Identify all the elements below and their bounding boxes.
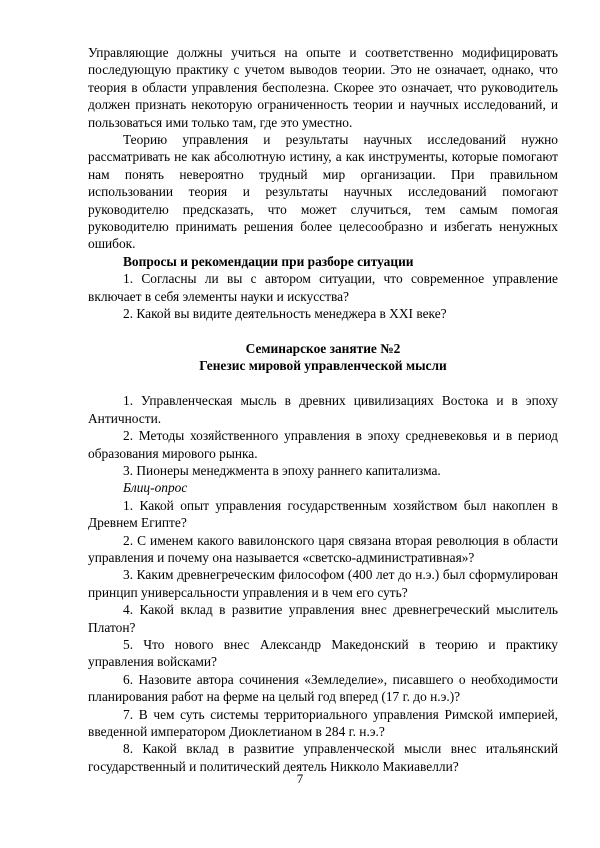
page-number: 7 — [296, 771, 304, 786]
intro-paragraph-1: Управляющие должны учиться на опыте и соответственно модифицировать последующую практику с учетом выводов теории. Это не означает, однако, что теория в области управления бесполезна. Скорее это означает, что руководитель должен признать некоторую ограниченность теории и научных исследований, и пользоваться ими только там, где это уместно. — [88, 45, 558, 130]
spacer — [88, 323, 558, 340]
question-item: 2. Какой вы видите деятельность менеджера в XXI веке? — [123, 306, 447, 322]
seminar-subtitle: Генезис мировой управленческой мысли — [199, 357, 447, 373]
question-item: 1. Согласны ли вы с автором ситуации, что современное управление включает в себя элементы науки и искусства? — [88, 271, 558, 304]
seminar-topic: 3. Пионеры менеджмента в эпоху раннего капитализма. — [123, 462, 441, 478]
blitz-question: 6. Назовите автора сочинения «Земледелие», писавшего о необходимости планирования работ на ферме на целый год вперед (17 г. до н.э.)? — [88, 671, 558, 705]
seminar-title: Семинарское занятие №2 — [245, 340, 401, 356]
blitz-question: 4. Какой вклад в развитие управления внес древнегреческий мыслитель Платон? — [88, 602, 558, 635]
blitz-question: 2. С именем какого вавилонского царя связана вторая революция в области управления и почему она называется «светско-административная»? — [88, 532, 558, 565]
blitz-question: 3. Каким древнегреческим философом (400 лет до н.э.) был сформулирован принцип универсальности управления и в чем его суть? — [88, 567, 558, 600]
questions-heading: Вопросы и рекомендации при разборе ситуации — [123, 253, 414, 269]
blitz-label: Блиц-опрос — [123, 480, 188, 496]
blitz-question: 7. В чем суть системы территориального управления Римской империей, введенной императором Диоклетианом в 284 г. н.э.? — [88, 706, 558, 740]
blitz-question: 5. Что нового внес Александр Македонский в теорию и практику управления войсками? — [88, 637, 558, 670]
intro-paragraph-2: Теорию управления и результаты научных исследований нужно рассматривать не как абсолютную истину, а как инструменты, которые помогают нам понять невероятно трудный мир организации. При правильном использовании теория и результаты научных исследований помогают руководителю предсказать, что может случиться, тем самым помогая руководителю принимать решения более целесообразно и избегать ненужных ошибок. — [88, 132, 558, 252]
seminar-topic: 1. Управленческая мысль в древних цивилизациях Востока и в эпоху Античности. — [88, 393, 558, 426]
blitz-question: 1. Какой опыт управления государственным хозяйством был накоплен в Древнем Египте? — [88, 497, 558, 531]
blitz-question: 8. Какой вклад в развитие управленческой мысли внес итальянский государственный и политический деятель Никколо Макиавелли? — [88, 741, 558, 774]
spacer — [88, 374, 558, 392]
page-body — [88, 44, 558, 775]
seminar-topic: 2. Методы хозяйственного управления в эпоху средневековья и в период образования мирового рынка. — [88, 428, 558, 461]
